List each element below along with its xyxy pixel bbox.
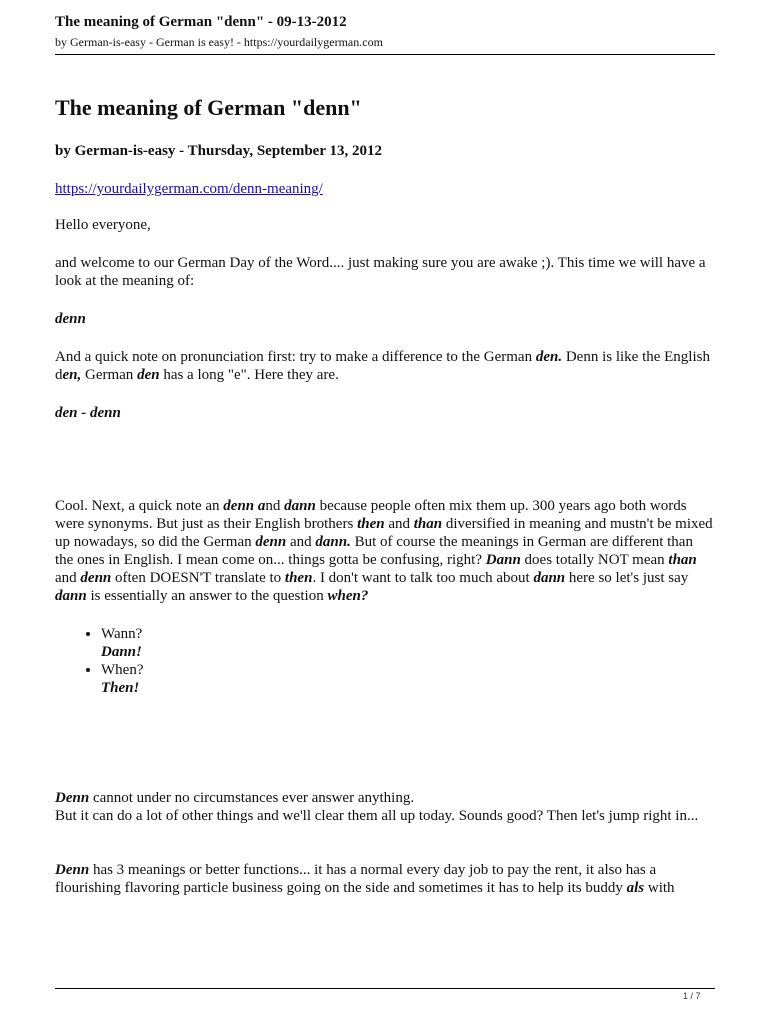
cool-em: then [357,516,385,532]
cannot-text: cannot under no circumstances ever answer anything. [89,790,415,806]
cool-em: denn [80,570,112,586]
list-answer: Then! [101,680,140,696]
header-subtitle: by German-is-easy - German is easy! - https://yourdailygerman.com [55,35,383,49]
pron-den: den. [535,349,563,365]
cool-text: often DOESN'T translate to [111,570,285,586]
cool-paragraph [55,497,715,605]
wann-dann-list [55,625,715,697]
cool-em: than [668,552,697,568]
footer-divider [55,988,715,989]
list-question: When? [101,662,144,678]
article-byline: by German-is-easy - Thursday, September 13, 2012 [55,143,382,159]
cool-text: because people often mix them up. 300 years ago both words were synonyms. But just as their English brothers [55,498,687,532]
has-text-1: has 3 meanings or better functions... it has a normal every day job to pay the rent, it also has a flourishing flavoring particle business going on the side and sometimes it has to help its buddy [55,862,657,896]
cool-em: then [284,570,313,586]
cannot-em: Denn [55,790,90,806]
page-number: 1 / 7 [683,991,701,1001]
pron-text-1: And a quick note on pronunciation first: try to make a difference to the German [55,349,536,365]
header-title: The meaning of German "denn" - 09-13-2012 [55,14,347,30]
list-answer: Dann! [101,644,142,660]
cool-em: denn a [223,498,266,514]
cool-text: here so let's just say [565,570,689,586]
list-item [101,625,715,661]
pronunciation-paragraph [55,348,715,384]
greeting-paragraph: Hello everyone, [55,217,151,233]
article-url-link[interactable]: https://yourdailygerman.com/denn-meaning/ [55,181,323,197]
cool-em: dann. [315,534,351,550]
keyword-denn: denn [55,311,86,327]
has-als: als [626,880,645,896]
intro-paragraph: and welcome to our German Day of the Word.... just making sure you are awake ;). This time we will have a look at the meaning of: [55,255,706,289]
pron-den-2: den [137,367,160,383]
has-text-2: with [644,880,675,896]
but-text: But it can do a lot of other things and we'll clear them all up today. Sounds good? Then let's jump right in... [55,808,699,824]
cool-text: is essentially an answer to the question [86,588,328,604]
cool-em: dann [55,588,87,604]
cool-text: does totally NOT mean [520,552,669,568]
pron-text-3: German [81,367,138,383]
pron-text-4: has a long "e". Here they are. [159,367,339,383]
cool-text: But of course the meanings in German are different than the ones in English. I mean come on... things gotta be confusing, right? [55,534,693,568]
pron-text-2: Denn is like the English d [55,349,710,383]
cool-em: dann [284,498,316,514]
cool-text: and [286,534,316,550]
cool-em: Dann [485,552,521,568]
article-title: The meaning of German "denn" [55,95,362,120]
cool-em: when? [327,588,369,604]
header-divider [55,54,715,55]
cool-text: and [55,570,81,586]
list-question: Wann? [101,626,143,642]
cannot-paragraph [55,789,715,825]
cool-em: than [413,516,443,532]
cool-text: nd [265,498,285,514]
pron-en: en, [62,367,82,383]
list-item [101,661,715,697]
functions-paragraph [55,861,715,897]
has-em: Denn [55,862,90,878]
cool-text: and [384,516,414,532]
cool-em: denn [255,534,287,550]
den-denn-pair: den - denn [55,405,121,421]
cool-text: Cool. Next, a quick note an [55,498,224,514]
article-body [55,95,715,897]
cool-text: diversified in meaning and mustn't be mixed up nowadays, so did the German [55,516,713,550]
cool-text: . I don't want to talk too much about [312,570,534,586]
cool-em: dann [533,570,566,586]
